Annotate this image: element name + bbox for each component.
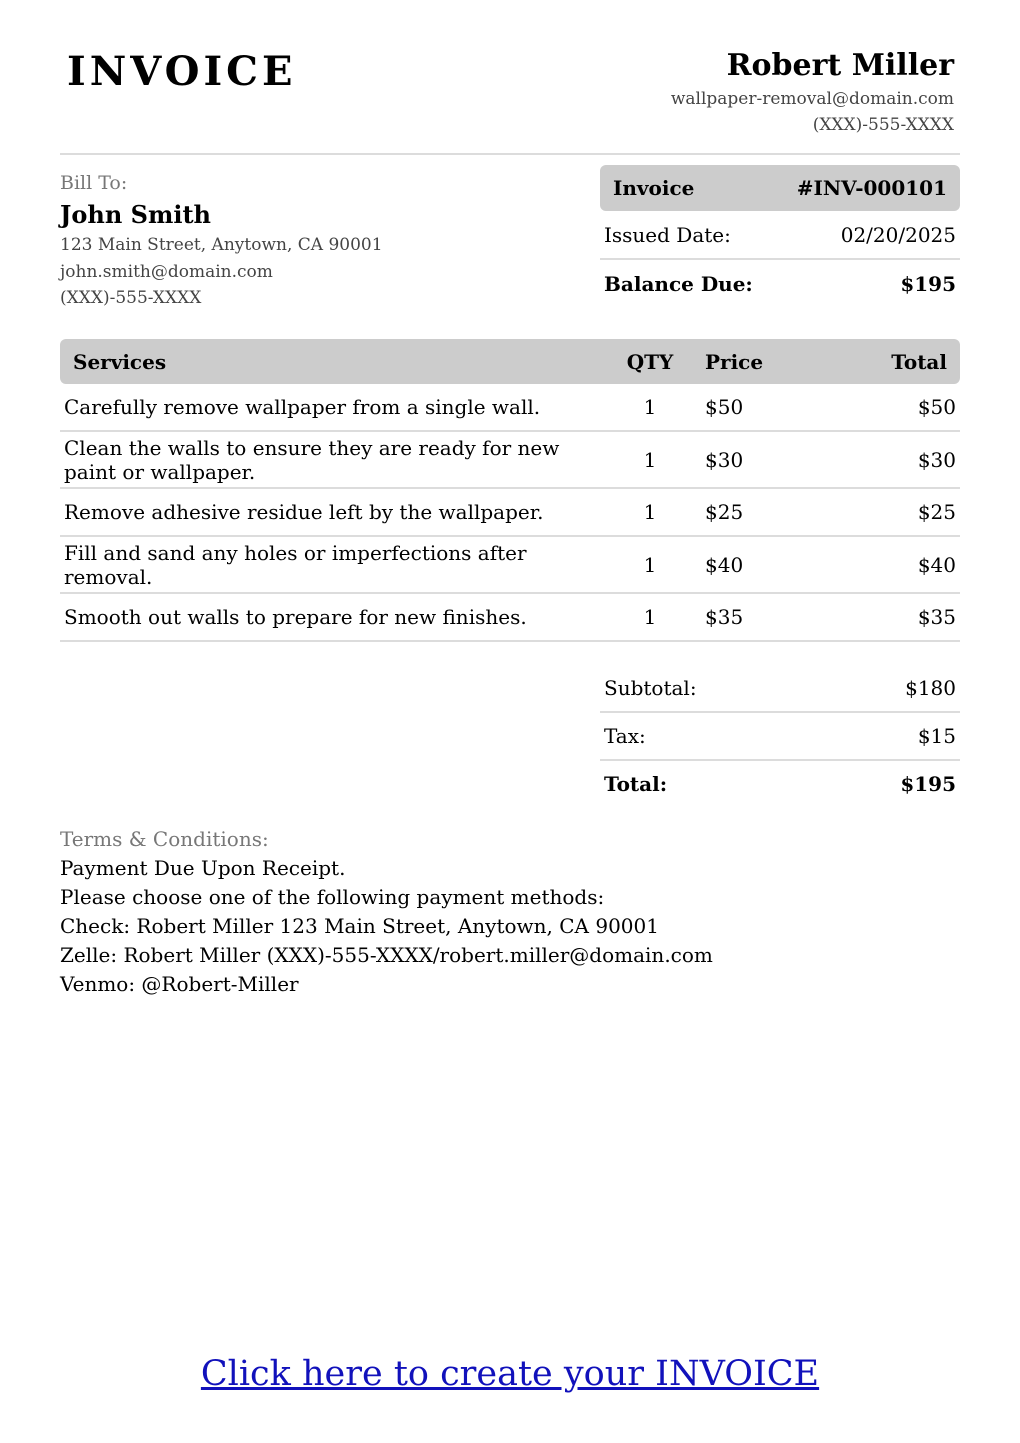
subtotal-value: $180 xyxy=(905,676,956,700)
service-price: $25 xyxy=(705,500,744,524)
service-qty: 1 xyxy=(643,605,657,629)
balance-due-value: $195 xyxy=(900,271,956,296)
invoice-number: #INV-000101 xyxy=(796,176,947,200)
client-email: john.smith@domain.com xyxy=(60,261,273,282)
service-price: $40 xyxy=(705,552,744,577)
invoice-number-header xyxy=(600,165,960,211)
total-value: $195 xyxy=(900,772,956,796)
invoice-title: INVOICE xyxy=(67,48,297,95)
terms-label: Terms & Conditions: xyxy=(60,827,269,851)
subtotal-row xyxy=(600,665,960,713)
tax-label: Tax: xyxy=(604,724,646,748)
service-price: $35 xyxy=(705,605,744,629)
create-invoice-link[interactable]: Click here to create your INVOICE xyxy=(200,1354,820,1394)
tax-value: $15 xyxy=(917,724,956,748)
service-description: Remove adhesive residue left by the wallpaper. xyxy=(64,500,544,524)
service-qty: 1 xyxy=(643,447,657,472)
service-price: $30 xyxy=(705,447,744,472)
create-invoice-cta xyxy=(0,1350,1020,1398)
subtotal-label: Subtotal: xyxy=(604,676,697,700)
service-description: Clean the walls to ensure they are ready for new paint or wallpaper. xyxy=(64,435,560,484)
header-divider xyxy=(60,153,960,155)
column-header-services: Services xyxy=(73,349,167,374)
service-description: Fill and sand any holes or imperfections after removal. xyxy=(64,540,527,589)
service-total: $50 xyxy=(917,395,956,419)
totals-section xyxy=(600,665,960,807)
service-total: $30 xyxy=(917,447,956,472)
service-qty: 1 xyxy=(643,552,657,577)
total-label: Total: xyxy=(604,772,668,796)
terms-line: Venmo: @Robert-Miller xyxy=(60,972,299,996)
services-table-header xyxy=(60,339,960,384)
issued-date-label: Issued Date: xyxy=(604,222,731,247)
balance-due-row xyxy=(600,260,960,307)
table-row xyxy=(60,537,960,594)
service-total: $35 xyxy=(917,605,956,629)
service-price: $50 xyxy=(705,395,744,419)
bill-to-label: Bill To: xyxy=(60,172,128,194)
client-name: John Smith xyxy=(60,200,211,229)
terms-line: Payment Due Upon Receipt. xyxy=(60,856,346,880)
column-header-total: Total xyxy=(891,349,947,374)
table-row xyxy=(60,489,960,537)
service-total: $25 xyxy=(917,500,956,524)
terms-line: Please choose one of the following payment methods: xyxy=(60,885,605,909)
table-row xyxy=(60,384,960,432)
terms-line: Zelle: Robert Miller (XXX)-555-XXXX/robert.miller@domain.com xyxy=(60,943,713,967)
invoice-label: Invoice xyxy=(613,176,695,200)
tax-row xyxy=(600,713,960,761)
column-header-price: Price xyxy=(705,349,764,374)
sender-info xyxy=(671,46,954,138)
sender-name: Robert Miller xyxy=(726,48,954,83)
terms-section xyxy=(60,824,713,999)
service-description: Smooth out walls to prepare for new finishes. xyxy=(64,605,527,629)
sender-phone: (XXX)-555-XXXX xyxy=(812,115,954,135)
total-row xyxy=(600,761,960,807)
client-address: 123 Main Street, Anytown, CA 90001 xyxy=(60,235,383,255)
terms-line: Check: Robert Miller 123 Main Street, Anytown, CA 90001 xyxy=(60,914,659,938)
service-description: Carefully remove wallpaper from a single wall. xyxy=(64,395,541,419)
service-qty: 1 xyxy=(643,500,657,524)
table-row xyxy=(60,432,960,489)
table-row xyxy=(60,594,960,642)
invoice-meta xyxy=(600,165,960,307)
client-phone: (XXX)-555-XXXX xyxy=(60,288,202,308)
services-table xyxy=(60,339,960,642)
issued-date-value: 02/20/2025 xyxy=(840,222,956,247)
bill-to-section xyxy=(60,170,383,312)
sender-email: wallpaper-removal@domain.com xyxy=(670,89,954,109)
column-header-qty: QTY xyxy=(626,349,674,374)
service-qty: 1 xyxy=(643,395,657,419)
issued-date-row xyxy=(600,211,960,260)
balance-due-label: Balance Due: xyxy=(604,271,753,296)
service-total: $40 xyxy=(917,552,956,577)
